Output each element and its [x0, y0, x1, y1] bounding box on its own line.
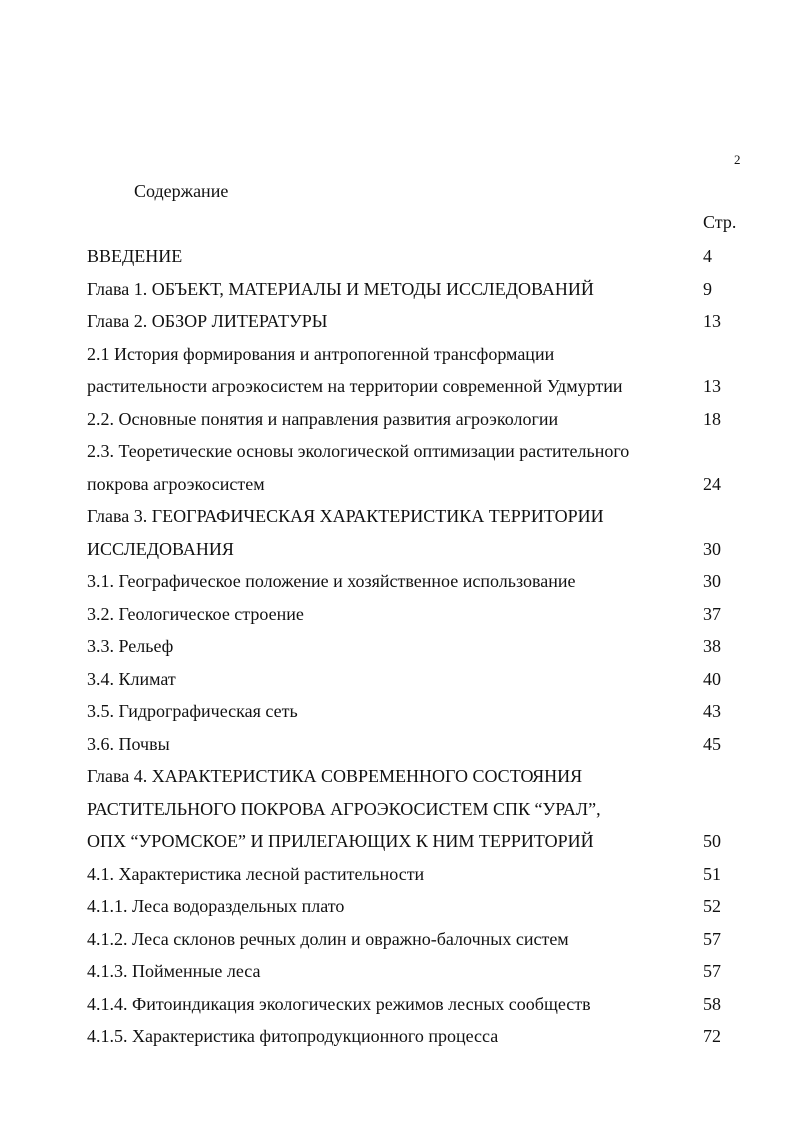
toc-entry-page: 45: [703, 734, 721, 754]
toc-entry-page: 37: [703, 604, 721, 624]
toc-entry-page: 50: [703, 831, 721, 851]
toc-entry-text: 2.2. Основные понятия и направления развития агроэкологии: [87, 409, 559, 429]
toc-entry-text: ИССЛЕДОВАНИЯ: [87, 539, 234, 559]
toc-entry-text: покрова агроэкосистем: [87, 474, 265, 494]
page-number: 2: [734, 152, 741, 167]
toc-entry-page: 13: [703, 376, 721, 396]
toc-entry-text: 3.6. Почвы: [87, 734, 170, 754]
toc-entry-text: Глава 1. ОБЪЕКТ, МАТЕРИАЛЫ И МЕТОДЫ ИССЛЕДОВАНИЙ: [87, 279, 594, 299]
toc-entry-text: 3.3. Рельеф: [87, 636, 174, 656]
toc-entry-text: ОПХ “УРОМСКОЕ” И ПРИЛЕГАЮЩИХ К НИМ ТЕРРИТОРИЙ: [87, 831, 594, 851]
toc-entry-text: РАСТИТЕЛЬНОГО ПОКРОВА АГРОЭКОСИСТЕМ СПК “УРАЛ”,: [87, 799, 601, 819]
toc-entry-page: 24: [703, 474, 721, 494]
toc-entry-text: 4.1.2. Леса склонов речных долин и овражно-балочных систем: [87, 929, 569, 949]
toc-entry-page: 4: [703, 246, 712, 266]
toc-entry-page: 30: [703, 571, 721, 591]
toc-entry-text: растительности агроэкосистем на территории современной Удмуртии: [87, 376, 623, 396]
toc-entry-text: 3.2. Геологическое строение: [87, 604, 304, 624]
toc-entry-page: 13: [703, 311, 721, 331]
toc-title: Содержание: [134, 181, 229, 201]
toc-entry-text: 4.1.4. Фитоиндикация экологических режимов лесных сообществ: [87, 994, 591, 1014]
toc-entry-page: 57: [703, 961, 721, 981]
toc-entry-text: Глава 3. ГЕОГРАФИЧЕСКАЯ ХАРАКТЕРИСТИКА ТЕРРИТОРИИ: [87, 506, 604, 526]
toc-entry-text: 3.1. Географическое положение и хозяйственное использование: [87, 571, 576, 591]
toc-entry-text: 4.1. Характеристика лесной растительности: [87, 864, 425, 884]
toc-entry-page: 57: [703, 929, 721, 949]
toc-entry-text: 2.3. Теоретические основы экологической оптимизации растительного: [87, 441, 630, 461]
toc-entry-page: 51: [703, 864, 721, 884]
toc-entry-text: 3.5. Гидрографическая сеть: [87, 701, 298, 721]
toc-entry-page: 38: [703, 636, 721, 656]
toc-entry-page: 72: [703, 1026, 721, 1046]
page-column-header: Стр.: [703, 212, 737, 232]
toc-entry-text: 4.1.1. Леса водораздельных плато: [87, 896, 345, 916]
toc-entry-text: Глава 4. ХАРАКТЕРИСТИКА СОВРЕМЕННОГО СОСТОЯНИЯ: [87, 766, 583, 786]
toc-entry-page: 52: [703, 896, 721, 916]
toc-entry-page: 43: [703, 701, 721, 721]
toc-entry-text: ВВЕДЕНИЕ: [87, 246, 183, 266]
toc-entry-page: 30: [703, 539, 721, 559]
toc-entry-text: 3.4. Климат: [87, 669, 176, 689]
toc-entry-text: 4.1.5. Характеристика фитопродукционного процесса: [87, 1026, 499, 1046]
toc-entry-page: 40: [703, 669, 721, 689]
toc-entry-text: Глава 2. ОБЗОР ЛИТЕРАТУРЫ: [87, 311, 328, 331]
toc-entry-page: 9: [703, 279, 712, 299]
toc-entry-page: 18: [703, 409, 721, 429]
toc-entry-text: 4.1.3. Пойменные леса: [87, 961, 261, 981]
toc-entry-page: 58: [703, 994, 721, 1014]
toc-entry-text: 2.1 История формирования и антропогенной трансформации: [87, 344, 555, 364]
